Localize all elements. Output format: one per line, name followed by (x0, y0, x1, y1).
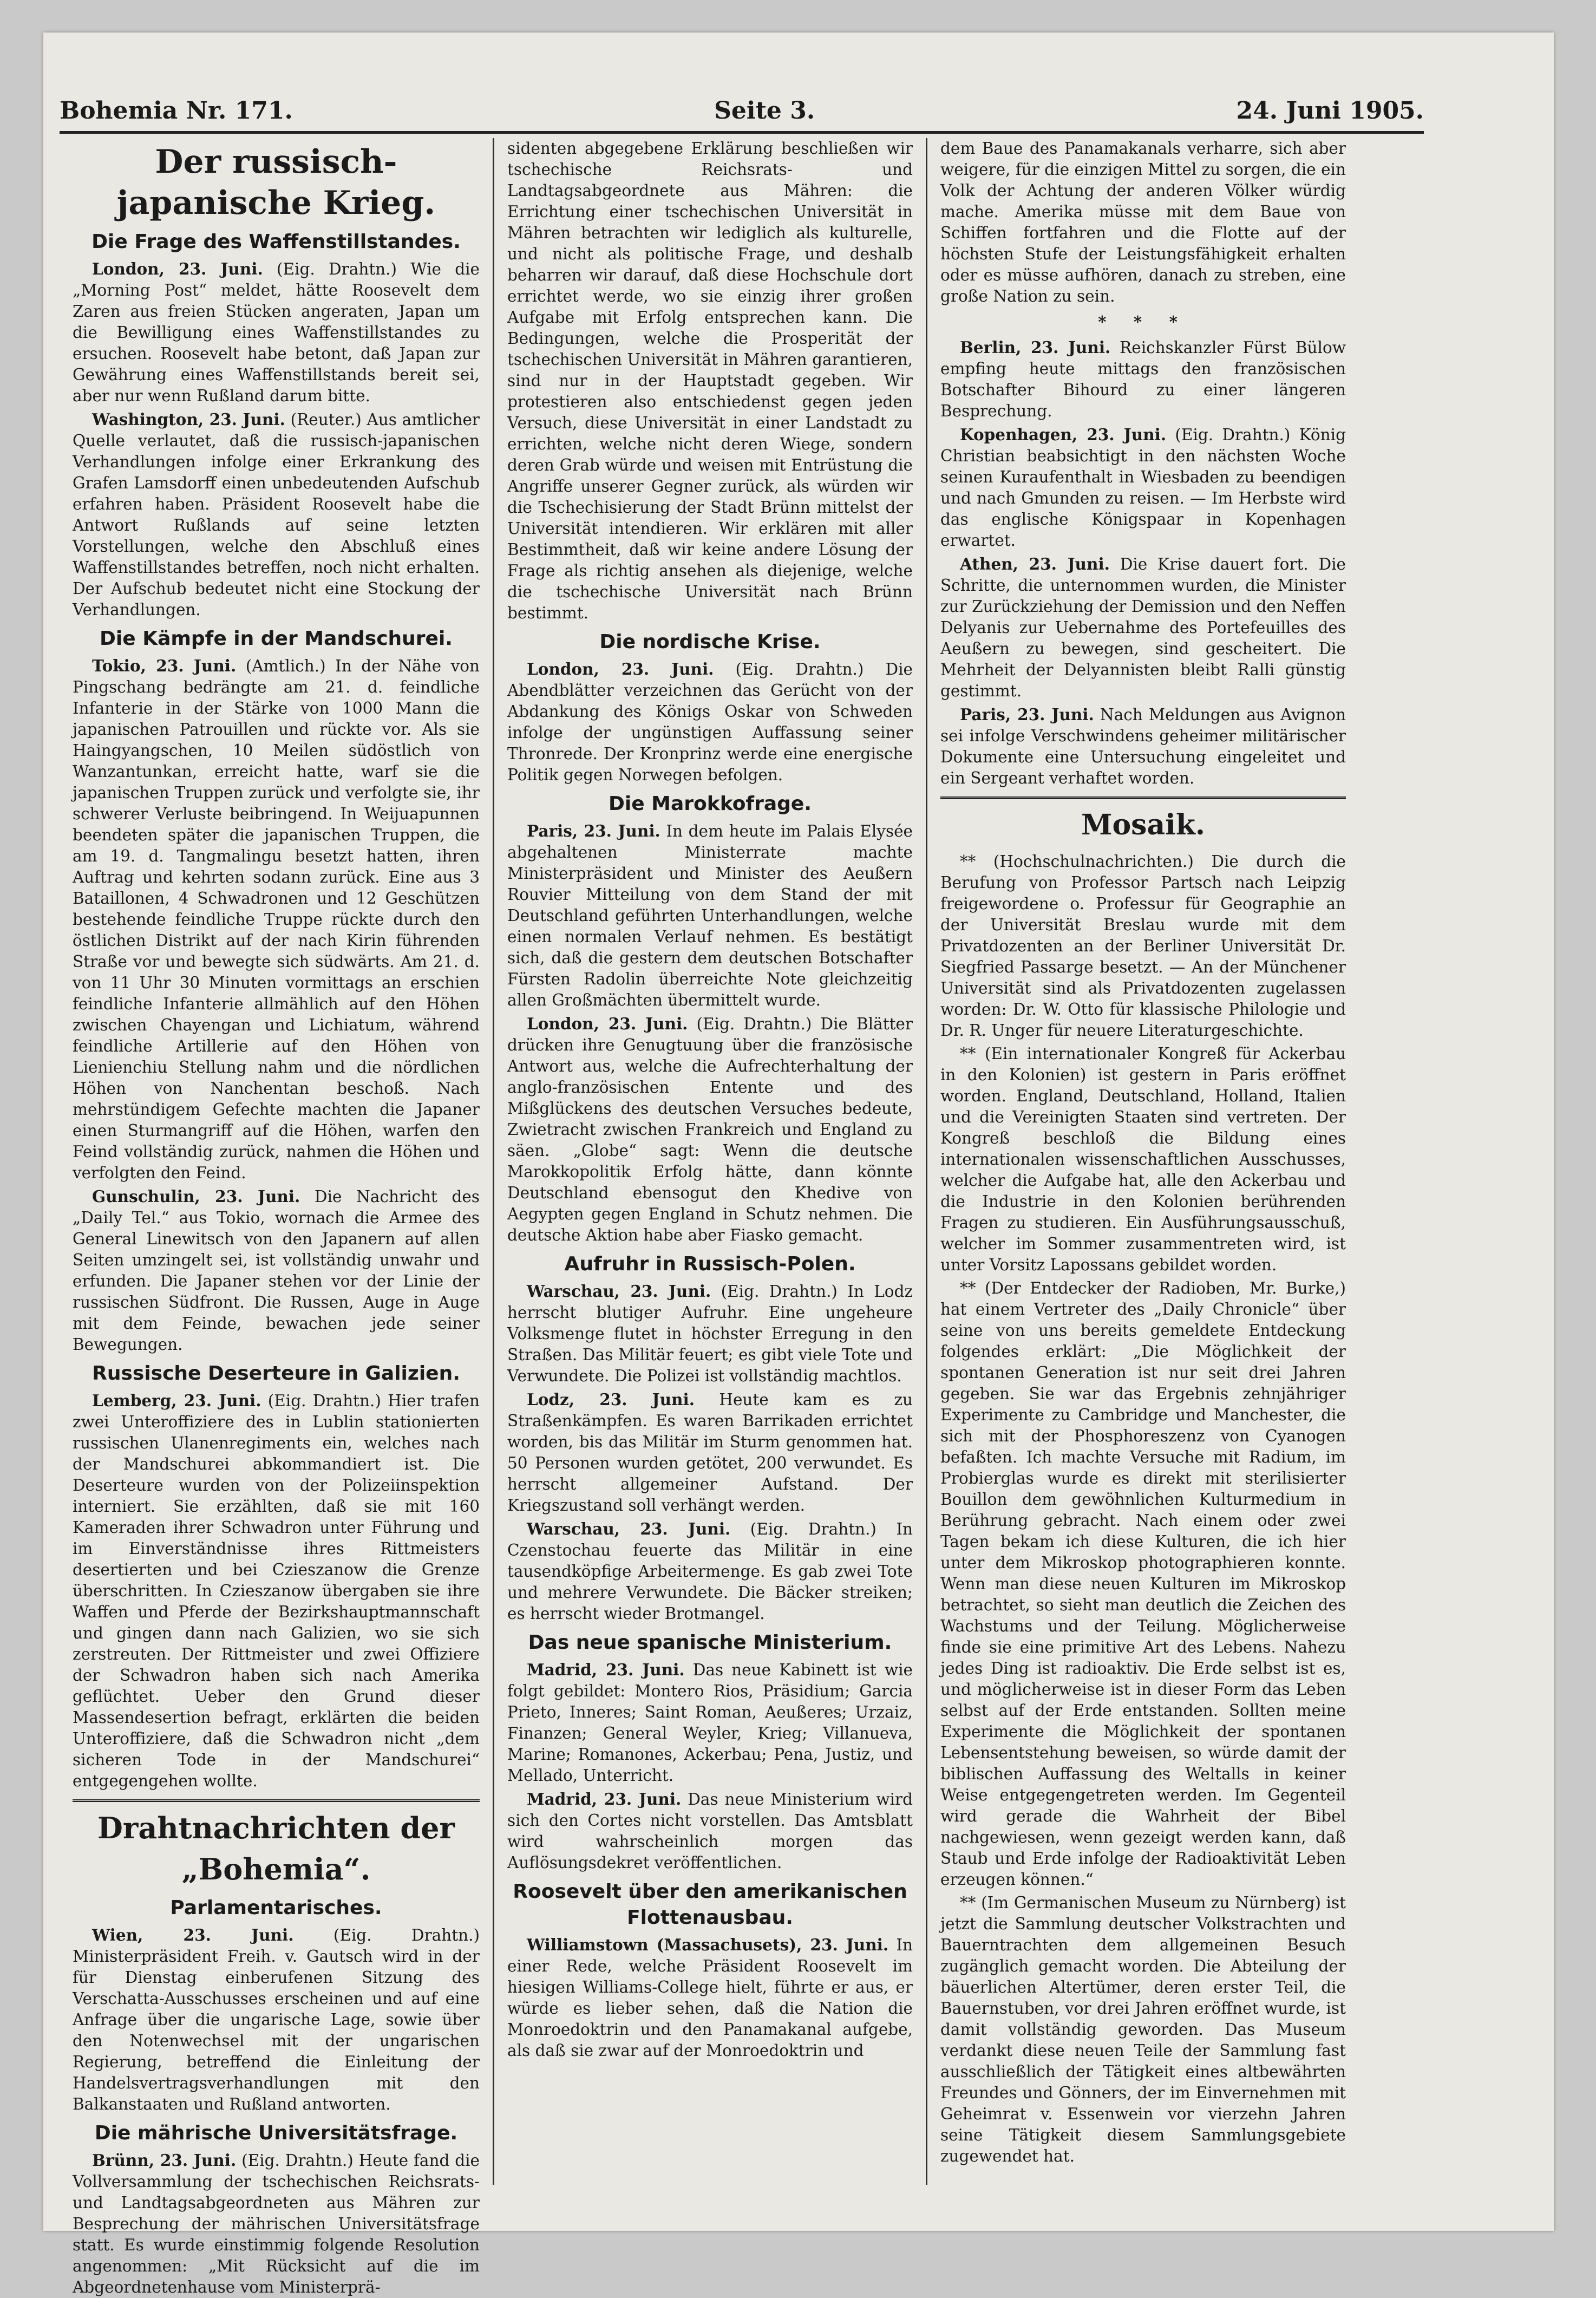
column-3 (926, 138, 1359, 2185)
dateline: Williamstown (Massachusets), 23. Juni. (527, 1935, 889, 1954)
article-paragraph: Madrid, 23. Juni. Das neue Kabinett ist wie folgt gebildet: Montero Rios, Präsidium; Garcia Prieto, Inneres; Saint Roman, Aeußeres; Urzaiz, Finanzen; General Weyler, Krieg; Villanueva, Marine; Romanones, Ackerbau; Pena, Justiz, und Mellado, Unterricht. (507, 1660, 913, 1785)
article-paragraph: Kopenhagen, 23. Juni. (Eig. Drahtn.) König Christian beabsichtigt in den nächsten Woche seinen Kuraufenthalt in Wiesbaden zu beendigen und nach Gmunden zu reisen. — Im Herbste wird das englische Königspaar in Kopenhagen erwartet. (940, 425, 1346, 550)
article-paragraph: Wien, 23. Juni. (Eig. Drahtn.) Ministerpräsident Freih. v. Gautsch wird in der für Dienstag einberufenen Sitzung des Verschatta-Ausschusses erscheinen und auf eine Anfrage über die ungarische Lage, sowie über den Notenwechsel mit der ungarischen Regierung, betreffend die Einleitung der Handelsvertragsverhandlungen mit den Balkanstaaten und Rußland antworten. (73, 1925, 480, 2113)
subhead-deserters: Russische Deserteure in Galizien. (92, 1362, 460, 1385)
subhead-roosevelt: Roosevelt über den amerikanischen Flottenausbau. (513, 1881, 907, 1929)
issue-date: 24. Juni 1905. (1236, 97, 1424, 125)
article-paragraph: Lodz, 23. Juni. Heute kam es zu Straßenkämpfen. Es waren Barrikaden errichtet worden, bis das Militär im Sturm genommen hat. 50 Personen wurden getötet, 200 verwundet. Es herrscht allgemeiner Aufstand. Der Kriegszustand soll verhängt werden. (507, 1390, 913, 1514)
article-paragraph: Warschau, 23. Juni. (Eig. Drahtn.) In Czenstochau feuerte das Militär in eine tausendköpfige Arbeitermenge. Es gab zwei Tote und mehrere Verwundete. Die Bäcker streiken; es herrscht wieder Brotmangel. (507, 1519, 913, 1623)
dateline: Warschau, 23. Juni. (527, 1282, 711, 1301)
headline-war: Der russisch-japanische Krieg. (116, 143, 436, 222)
headline-mosaic: Mosaik. (1081, 808, 1206, 841)
article-paragraph: Paris, 23. Juni. In dem heute im Palais Elysée abgehaltenen Ministerrate machte Ministerpräsident und Minister des Aeußern Rouvier Mitteilung von dem Stand der mit Deutschland geführten Unterhandlungen, welche einen normalen Verlauf nehmen. Es bestätigt sich, daß die gestern dem deutschen Botschafter Fürsten Radolin überreichte Note gleichzeitig allen Großmächten übermittelt wurde. (507, 821, 913, 1009)
dateline: London, 23. Juni. (92, 259, 263, 278)
dateline: Madrid, 23. Juni. (527, 1660, 685, 1679)
dateline: Warschau, 23. Juni. (527, 1519, 731, 1538)
article-paragraph: sidenten abgegebene Erklärung beschließen wir tschechische Reichsrats- und Landtagsabgeordnete aus Mähren: die Errichtung einer tschechischen Universität in Mähren betrachten wir lediglich als kulturelle, und nicht als politische Frage, und deshalb beharren wir darauf, daß diese Hochschule dort errichtet werde, wo sie einzig ihrer großen Aufgabe mit Erfolg entsprechen kann. Die Bedingungen, welche die Prosperität der tschechischen Universität in Mähren garantieren, sind nur in der Hauptstadt gegeben. Wir protestieren also entschiedenst gegen jeden Versuch, diese Universität in einer Landstadt zu errichten, welche nicht deren Wiege, sondern deren Grab würde und weisen mit Entrüstung die Angriffe unserer Gegner zurück, als würden wir die Tschechisierung der Stadt Brünn mittelst der Universität intendieren. Wir erklären mit aller Bestimmtheit, daß wir keine andere Lösung der Frage als richtig ansehen als diejenige, welche die tschechische Universität nach Brünn bestimmt. (507, 139, 913, 622)
dateline: Lemberg, 23. Juni. (92, 1391, 261, 1410)
article-paragraph: Madrid, 23. Juni. Das neue Ministerium wird sich den Cortes nicht vorstellen. Das Amtsblatt wird wahrscheinlich morgen das Auflösungsdekret veröffentlichen. (507, 1790, 913, 1872)
column-1 (60, 138, 493, 2296)
dateline: Washington, 23. Juni. (92, 410, 285, 429)
dateline: Athen, 23. Juni. (960, 554, 1110, 573)
article-paragraph: Athen, 23. Juni. Die Krise dauert fort. Die Schritte, die unternommen wurden, die Minister zur Zurückziehung der Demission und den Neffen Delyanis zur Uebernahme des Portefeuilles des Aeußern zu bewegen, sind gescheitert. Die Mehrheit der Delyannisten bleibt Ralli günstig gestimmt. (940, 554, 1346, 700)
column-layout (60, 138, 1429, 2296)
mosaic-item: ** (Der Entdecker der Radioben, Mr. Burke,) hat einem Vertreter des „Daily Chronicle“ über seine von uns bereits gemeldete Entdeckung folgendes erklärt: „Die Möglichkeit der spontanen Generation ist nur seit drei Jahren gegeben. Sie war das Ergebnis zehnjähriger Experimente zu Cambridge und Manchester, die sich mit der Phosphoreszenz von Cyanogen befaßten. Ich machte Versuche mit Radium, im Probierglas wurde es direkt mit sterilisierter Bouillon dem gewöhnlichen Kulturmedium in Berührung gebracht. Nach einem oder zwei Tagen bekam ich diese Kulturen, die ich hier unter dem Mikroskop photographieren konnte. Wenn man diese neuen Kulturen im Mikroskop betrachtet, so sieht man deutlich die Zeichen des Wachstums und der Teilung. Möglicherweise finde sie eine primitive Art des Lebens. Nahezu jedes Ding ist radioaktiv. Die Erde selbst ist es, und möglicherweise ist in dieser Form das Leben selbst auf der Erde entstanden. Sollten meine Experimente die Möglichkeit der spontanen Lebensentstehung beweisen, so würde damit der biblischen Auffassung des Weltalls in keiner Weise entgegengetreten werden. Im Gegenteil wird gerade die Wahrheit der Bibel nachgewiesen, wenn gezeigt werden kann, daß Staub und Erde infolge der Radioaktivität Leben erzeugen können.“ (940, 1279, 1346, 1889)
article-paragraph: Williamstown (Massachusets), 23. Juni. In einer Rede, welche Präsident Roosevelt im hiesigen Williams-College hielt, führte er aus, er würde es lieber sehen, daß die Nation die Monroedoktrin und den Panamakanal aufgebe, als daß sie zwar auf der Monroedoktrin und (507, 1935, 913, 2060)
subhead-manchuria: Die Kämpfe in der Mandschurei. (100, 628, 453, 650)
dateline: Gunschulin, 23. Juni. (92, 1187, 300, 1206)
article-paragraph: dem Baue des Panamakanals verharre, sich aber weigere, für die einzigen Mittel zu sorgen, die ein Volk der Achtung der anderen Völker würdig mache. Amerika müsse mit dem Baue von Schiffen fortfahren und die Flotte auf der höchsten Stufe der Leistungsfähigkeit erhalten oder es müsse aufhören, danach zu streben, eine große Nation zu sein. (940, 139, 1346, 305)
page-number: Seite 3. (714, 97, 815, 125)
section-divider (940, 797, 1346, 799)
dateline: Kopenhagen, 23. Juni. (960, 425, 1167, 444)
article-paragraph: London, 23. Juni. (Eig. Drahtn.) Wie die „Morning Post“ meldet, hätte Roosevelt dem Zaren aus freien Stücken angeraten, Japan um die Bewilligung eines Waffenstillstandes zu ersuchen. Roosevelt habe betont, daß Japan zur Gewährung eines Waffenstillstands bereit sei, aber nur wenn Rußland darum bitte. (73, 259, 480, 405)
dateline: Paris, 23. Juni. (527, 821, 660, 840)
article-paragraph: London, 23. Juni. (Eig. Drahtn.) Die Blätter drücken ihre Genugtuung über die französische Antwort aus, welche die Aufrechterhaltung der anglo-französischen Entente und des Mißglückens des deutschen Versuches bedeute, Zwietracht zwischen Frankreich und England zu säen. „Globe“ sagt: Wenn die deutsche Marokkopolitik Erfolg hätte, dann könnte Deutschland ebensogut den Khedive von Aegypten gegen England in Schutz nehmen. Die deutsche Aktion habe aber Fiasko gemacht. (507, 1014, 913, 1244)
dateline: Wien, 23. Juni. (92, 1925, 294, 1944)
article-paragraph: Berlin, 23. Juni. Reichskanzler Fürst Bülow empfing heute mittags den französischen Botschafter Bihourd zu einer längeren Besprechung. (940, 338, 1346, 420)
article-paragraph: Paris, 23. Juni. Nach Meldungen aus Avignon sei infolge Verschwindens geheimer militärischer Dokumente eine Untersuchung eingeleitet und ein Sergeant verhaftet worden. (940, 705, 1346, 787)
dateline: Berlin, 23. Juni. (960, 338, 1111, 357)
asterism-divider: * * * (1098, 312, 1188, 331)
dateline: London, 23. Juni. (527, 660, 714, 678)
page-header (60, 65, 1424, 134)
article-paragraph: Washington, 23. Juni. (Reuter.) Aus amtlicher Quelle verlautet, daß die russisch-japanischen Verhandlungen infolge einer Erkrankung des Grafen Lamsdorff einen unbedeutenden Aufschub erfahren haben. Präsident Roosevelt habe die Antwort Rußlands auf seine letzten Vorstellungen, welche den Abschluß eines Waffenstillstandes betreffen, noch nicht erhalten. Der Aufschub bedeutet nicht eine Stockung der Verhandlungen. (73, 410, 480, 619)
article-paragraph: London, 23. Juni. (Eig. Drahtn.) Die Abendblätter verzeichnen das Gerücht von der Abdankung des Königs Oskar von Schweden infolge der ungünstigen Auffassung seiner Thronrede. Der Kronprinz werde eine energische Politik gegen Norwegen befolgen. (507, 660, 913, 784)
column-2 (493, 138, 926, 2185)
mosaic-item: ** (Im Germanischen Museum zu Nürnberg) ist jetzt die Sammlung deutscher Volkstrachten und Bauerntrachten dem allgemeinen Besuch zugänglich gemacht worden. Die Abteilung der bäuerlichen Altertümer, deren erster Teil, die Bauernstuben, vor drei Jahren eröffnet wurde, ist damit vollständig geworden. Das Museum verdankt diese neuen Teile der Sammlung fast ausschließlich der Tätigkeit eines altbewährten Freundes und Gönners, der im Einvernehmen mit Geheimrat v. Essenwein vor vierzehn Jahren seine Tätigkeit diesem Sammlungsgebiete zugewendet hat. (940, 1894, 1346, 2165)
article-paragraph: Gunschulin, 23. Juni. Die Nachricht des „Daily Tel.“ aus Tokio, wornach die Armee des General Linewitsch von den Japanern auf allen Seiten umzingelt sei, ist vollständig unwahr und erfunden. Die Japaner stehen vor der Linie der russischen Südfront. Die Russen, Auge in Auge mit dem Feinde, bewachen jede seiner Bewegungen. (73, 1187, 480, 1354)
article-paragraph: Lemberg, 23. Juni. (Eig. Drahtn.) Hier trafen zwei Unteroffiziere des in Lublin stationierten russischen Ulanenregiments ein, welches nach der Mandschurei abkommandiert ist. Die Deserteure wurden von der Polizeiinspektion interniert. Sie erzählten, daß sie mit 160 Kameraden ihrer Schwadron unter Führung und im Einverständnisse ihres Rittmeisters desertierten und bei Czieszanow die Grenze überschritten. In Czieszanow übergaben sie ihre Waffen und Pferde der Bezirkshauptmannschaft und gingen dann nach Galizien, wo sie sich zerstreuten. Der Rittmeister und zwei Offiziere der Schwadron haben sich nach Amerika geflüchtet. Ueber den Grund dieser Massendesertion befragt, erklärten die beiden Unteroffiziere, daß die Schwadron nicht „dem sicheren Tode in der Mandschurei“ entgegengehen wollte. (73, 1391, 480, 1790)
headline-telegrams: Drahtnachrichten der „Bohemia“. (97, 1811, 455, 1886)
subhead-parliament: Parlamentarisches. (170, 1897, 382, 1919)
dateline: London, 23. Juni. (527, 1014, 688, 1033)
subhead-poland: Aufruhr in Russisch-Polen. (564, 1253, 856, 1275)
article-paragraph: Brünn, 23. Juni. (Eig. Drahtn.) Heute fand die Vollversammlung der tschechischen Reichsrats- und Landtagsabgeordneten aus Mähren zur Besprechung der mährischen Universitätsfrage statt. Es wurde einstimmig folgende Resolution angenommen: „Mit Rücksicht auf die im Abgeordnetenhause vom Ministerprä- (73, 2151, 480, 2296)
subhead-nordic-crisis: Die nordische Krise. (599, 631, 821, 653)
subhead-morocco: Die Marokkofrage. (609, 793, 812, 815)
article-paragraph: Tokio, 23. Juni. (Amtlich.) In der Nähe von Pingschang bedrängte am 21. d. feindliche Infanterie in der Stärke von 1000 Mann die japanischen Patrouillen und rückte vor. Als sie Haingyangschen, 10 Meilen südöstlich von Wanzantunkan, erreicht hatte, warf sie die japanischen Truppen zurück und verfolgte sie, ihr schwerer Verluste beibringend. In Weijuapunnen beendeten später die japanischen Truppen, die am 19. d. Tangmalingu besetzt hatten, ihren Auftrag und kehrten sodann zurück. Eine aus 3 Bataillonen, 4 Schwadronen und 12 Geschützen bestehende feindliche Truppe rückte durch den östlichen Distrikt auf der nach Kirin führenden Straße vor und bewegte sich südwärts. Am 21. d. von 11 Uhr 30 Minuten vormittags an erschien feindliche Infanterie allmählich auf den Höhen zwischen Chayengan und Lichiatum, während feindliche Artillerie auf den Höhen von Lienienchiu Stellung nahm und die nördlichen Höhen von Nanchentan beschoß. Nach mehrstündigem Gefechte machten die Japaner einen Sturmangriff auf die Höhen, warfen den Feind vollständig zurück, nahmen die Höhen und verfolgten den Feind. (73, 656, 480, 1182)
dateline: Madrid, 23. Juni. (527, 1790, 682, 1809)
subhead-armistice: Die Frage des Waffenstillstandes. (91, 231, 461, 253)
mosaic-item: ** (Hochschulnachrichten.) Die durch die Berufung von Professor Partsch nach Leipzig freigewordene o. Professur für Geographie an der Universität Breslau wurde mit dem Privatdozenten an der Berliner Universität Dr. Siegfried Passarge besetzt. — An der Münchener Universität sind als Privatdozenten zugelassen worden: Dr. W. Otto für klassische Philologie und Dr. R. Unger für neuere Literaturgeschichte. (940, 852, 1346, 1040)
dateline: Brünn, 23. Juni. (92, 2151, 237, 2170)
mosaic-item: ** (Ein internationaler Kongreß für Ackerbau in den Kolonien) ist gestern in Paris eröffnet worden. England, Deutschland, Holland, Italien und die Vereinigten Staaten sind vertreten. Der Kongreß beschloß die Bildung eines internationalen wissenschaftlichen Ausschusses, welcher die Aufgabe hat, alle den Ackerbau und die Industrie in den Kolonien berührenden Fragen zu studieren. Ein Ausführungsausschuß, welcher im Sommer zusammentreten wird, ist unter Vorsitz Lapossans gebildet worden. (940, 1044, 1346, 1274)
article-paragraph: Warschau, 23. Juni. (Eig. Drahtn.) In Lodz herrscht blutiger Aufruhr. Eine ungeheure Volksmenge flutet in höchster Erregung in den Straßen. Das Militär feuert; es gibt viele Tote und Verwundete. Die Polizei ist vollständig machtlos. (507, 1282, 913, 1385)
issue-number: Bohemia Nr. 171. (60, 97, 293, 125)
subhead-spain: Das neue spanische Ministerium. (528, 1631, 892, 1654)
dateline: Lodz, 23. Juni. (527, 1390, 695, 1409)
dateline: Paris, 23. Juni. (960, 705, 1094, 724)
subhead-university: Die mährische Universitätsfrage. (94, 2122, 458, 2144)
dateline: Tokio, 23. Juni. (92, 656, 237, 675)
section-divider (73, 1799, 480, 1802)
